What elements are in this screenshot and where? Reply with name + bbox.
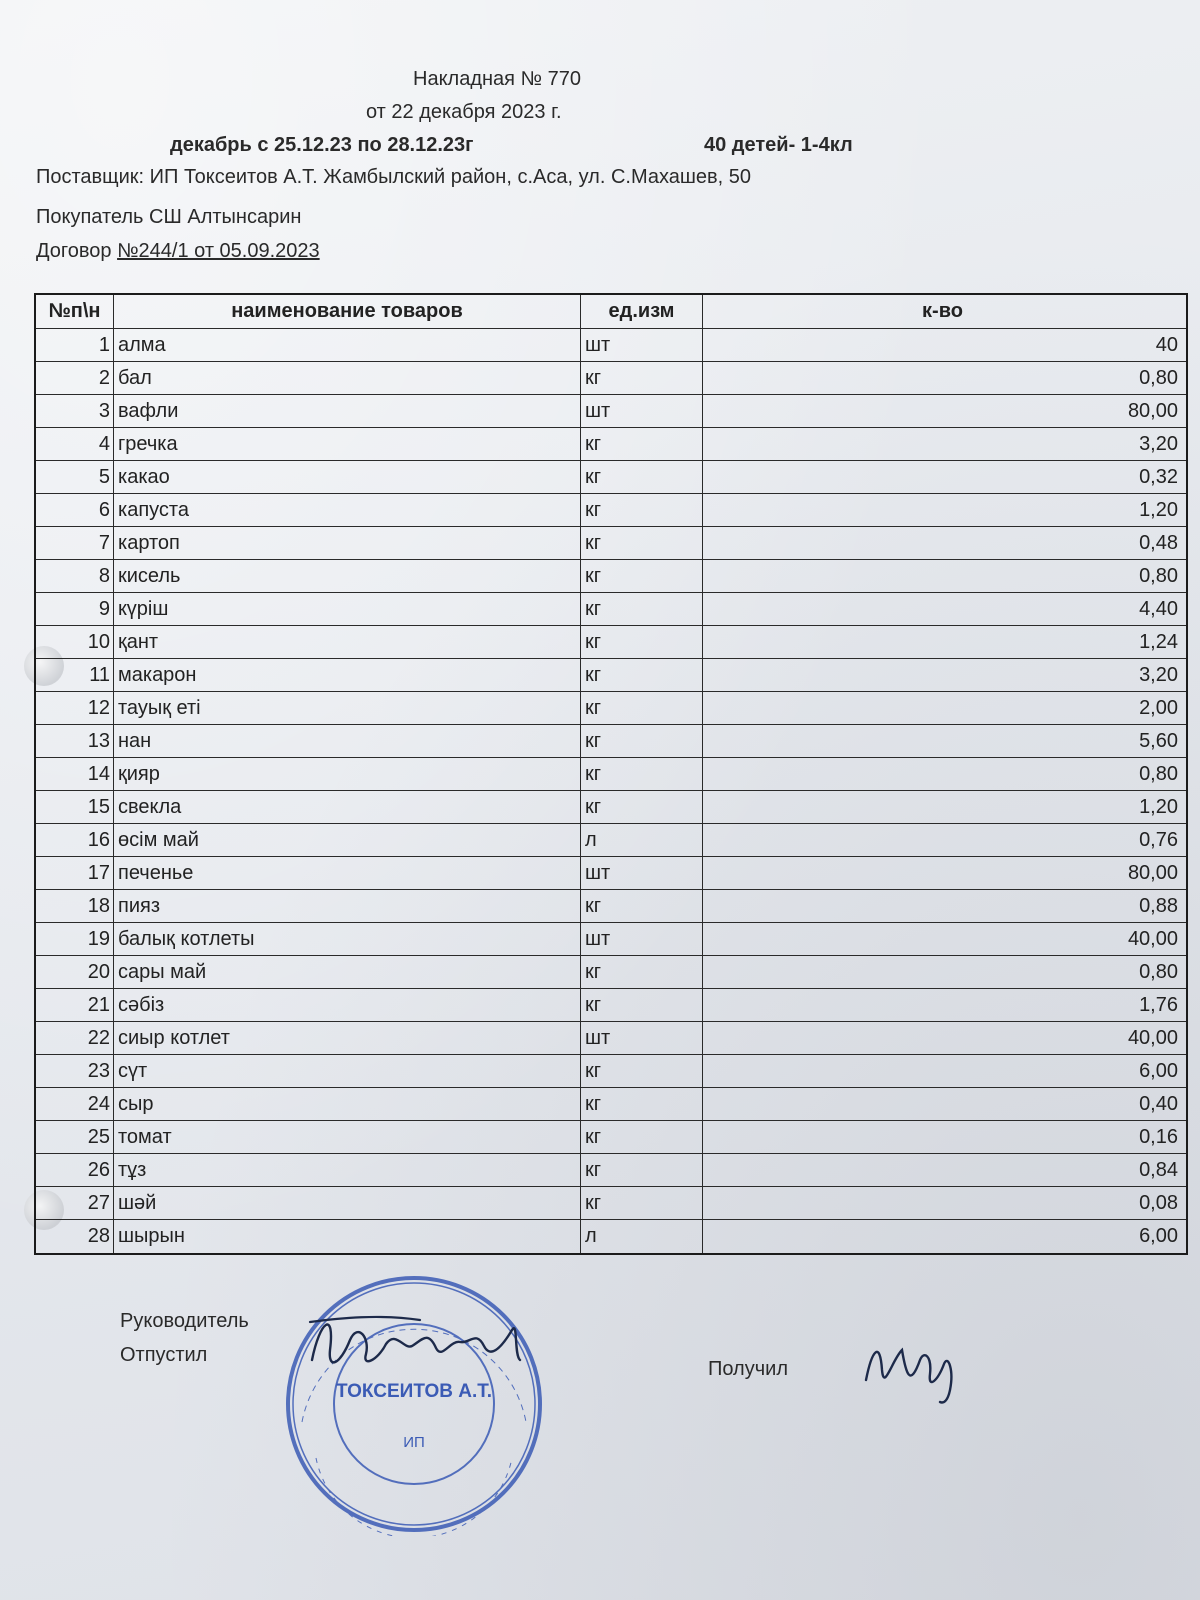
cell-qty: 0,80 [1139,564,1178,587]
col-header-qty: к-во [922,300,963,322]
cell-name: күріш [114,593,581,625]
cell-number: 16 [36,824,114,856]
col-header-unit: ед.изм [581,295,703,328]
cell-name: өсім май [114,824,581,856]
stamp-name: ТОКСЕИТОВ А.Т. [336,1381,492,1402]
table-row [36,362,1186,395]
cell-name: тұз [114,1154,581,1186]
cell-qty: 1,20 [1139,795,1178,818]
cell-qty: 40,00 [1127,1026,1178,1049]
cell-qty: 6,00 [1139,1059,1178,1082]
table-row [36,659,1186,692]
table-row [36,1055,1186,1088]
cell-unit: кг [581,725,703,757]
cell-unit: кг [581,560,703,592]
table-row [36,1022,1186,1055]
cell-name: қияр [114,758,581,790]
cell-number: 7 [36,527,114,559]
cell-qty: 6,00 [1139,1225,1178,1247]
table-row [36,560,1186,593]
cell-unit: кг [581,626,703,658]
cell-unit: шт [581,395,703,427]
received-label: Получил [708,1358,788,1380]
cell-name: қант [114,626,581,658]
cell-unit: кг [581,593,703,625]
cell-name: капуста [114,494,581,526]
table-row [36,329,1186,362]
cell-unit: кг [581,890,703,922]
table-row [36,725,1186,758]
cell-qty: 0,80 [1139,366,1178,389]
goods-table [34,293,1188,1255]
cell-qty: 3,20 [1139,663,1178,686]
cell-number: 27 [36,1187,114,1219]
cell-qty: 1,20 [1139,498,1178,521]
cell-qty: 0,84 [1139,1158,1178,1181]
cell-name: сары май [114,956,581,988]
cell-number: 13 [36,725,114,757]
cell-unit: кг [581,1121,703,1153]
cell-qty: 2,00 [1139,696,1178,719]
table-row [36,758,1186,791]
cell-name: гречка [114,428,581,460]
cell-unit: кг [581,1055,703,1087]
cell-name: пияз [114,890,581,922]
cell-name: балық котлеты [114,923,581,955]
cell-unit: кг [581,956,703,988]
receiver-signature [858,1330,968,1410]
cell-qty: 0,40 [1139,1092,1178,1115]
cell-qty: 0,08 [1139,1191,1178,1214]
cell-unit: кг [581,527,703,559]
supplier-line: Поставщик: ИП Токсеитов А.Т. Жамбылский район, с.Аса, ул. С.Махашев, 50 [36,166,751,188]
table-row [36,890,1186,923]
children-count: 40 детей- 1-4кл [704,134,853,156]
table-row [36,395,1186,428]
cell-name: алма [114,329,581,361]
cell-name: картоп [114,527,581,559]
cell-name: макарон [114,659,581,691]
cell-unit: кг [581,362,703,394]
cell-number: 6 [36,494,114,526]
table-row [36,791,1186,824]
cell-qty: 0,80 [1139,762,1178,785]
table-row [36,1154,1186,1187]
table-row [36,428,1186,461]
table-row [36,692,1186,725]
table-header-row [36,295,1186,329]
cell-number: 17 [36,857,114,889]
supplier-signature [300,1300,530,1390]
cell-unit: кг [581,1187,703,1219]
cell-qty: 0,76 [1139,828,1178,851]
cell-unit: кг [581,1088,703,1120]
cell-name: сыр [114,1088,581,1120]
stamp-type: ИП [403,1434,425,1451]
cell-number: 12 [36,692,114,724]
cell-name: вафли [114,395,581,427]
table-row [36,923,1186,956]
cell-qty: 40 [1155,333,1178,356]
cell-number: 5 [36,461,114,493]
cell-name: тауық еті [114,692,581,724]
contract-prefix: Договор [36,240,118,262]
col-header-name: наименование товаров [114,295,581,328]
contract-number: №244/1 от 05.09.2023 [117,240,320,262]
cell-name: нан [114,725,581,757]
cell-unit: шт [581,857,703,889]
table-row [36,989,1186,1022]
delivery-period: декабрь с 25.12.23 по 28.12.23г [170,134,474,156]
cell-number: 11 [36,659,114,691]
cell-qty: 1,24 [1139,630,1178,653]
cell-qty: 1,76 [1139,993,1178,1016]
cell-number: 1 [36,329,114,361]
cell-unit: кг [581,428,703,460]
table-row [36,956,1186,989]
cell-qty: 80,00 [1127,399,1178,422]
buyer-line: Покупатель СШ Алтынсарин [36,206,302,228]
cell-number: 20 [36,956,114,988]
cell-name: шәй [114,1187,581,1219]
table-row [36,1088,1186,1121]
released-label: Отпустил [120,1344,208,1366]
cell-unit: шт [581,1022,703,1054]
cell-number: 24 [36,1088,114,1120]
cell-unit: шт [581,923,703,955]
cell-qty: 0,16 [1139,1125,1178,1148]
table-row [36,593,1186,626]
table-body [36,329,1186,1253]
contract-line [36,240,320,263]
cell-number: 9 [36,593,114,625]
cell-number: 25 [36,1121,114,1153]
table-row [36,1187,1186,1220]
cell-unit: кг [581,461,703,493]
cell-qty: 80,00 [1127,861,1178,884]
table-row [36,1121,1186,1154]
cell-qty: 0,88 [1139,894,1178,917]
table-row [36,626,1186,659]
cell-number: 22 [36,1022,114,1054]
cell-unit: шт [581,329,703,361]
cell-qty: 0,32 [1139,465,1178,488]
cell-name: какао [114,461,581,493]
cell-number: 19 [36,923,114,955]
cell-number: 10 [36,626,114,658]
cell-number: 8 [36,560,114,592]
cell-number: 4 [36,428,114,460]
cell-unit: кг [581,494,703,526]
table-row [36,494,1186,527]
invoice-title: Накладная № 770 [413,68,581,90]
cell-name: бал [114,362,581,394]
cell-qty: 3,20 [1139,432,1178,455]
cell-name: печенье [114,857,581,889]
cell-qty: 5,60 [1139,729,1178,752]
cell-number: 14 [36,758,114,790]
cell-number: 2 [36,362,114,394]
cell-unit: кг [581,1154,703,1186]
cell-number: 18 [36,890,114,922]
cell-number: 28 [36,1220,114,1253]
cell-unit: кг [581,659,703,691]
cell-number: 3 [36,395,114,427]
cell-number: 23 [36,1055,114,1087]
cell-unit: кг [581,791,703,823]
cell-unit: л [581,824,703,856]
table-row [36,857,1186,890]
cell-number: 15 [36,791,114,823]
head-label: Руководитель [120,1310,249,1332]
invoice-date: от 22 декабря 2023 г. [366,101,562,123]
table-row [36,461,1186,494]
cell-name: сәбіз [114,989,581,1021]
cell-unit: л [581,1220,703,1253]
cell-number: 21 [36,989,114,1021]
cell-unit: кг [581,758,703,790]
cell-qty: 0,80 [1139,960,1178,983]
cell-name: томат [114,1121,581,1153]
cell-name: кисель [114,560,581,592]
cell-unit: кг [581,692,703,724]
cell-name: сиыр котлет [114,1022,581,1054]
cell-qty: 40,00 [1127,927,1178,950]
table-row [36,527,1186,560]
cell-qty: 0,48 [1139,531,1178,554]
cell-name: свекла [114,791,581,823]
cell-qty: 4,40 [1139,597,1178,620]
cell-name: сүт [114,1055,581,1087]
cell-unit: кг [581,989,703,1021]
table-row [36,824,1186,857]
col-header-number: №п\н [36,295,114,328]
cell-number: 26 [36,1154,114,1186]
cell-name: шырын [114,1220,581,1253]
table-row [36,1220,1186,1253]
